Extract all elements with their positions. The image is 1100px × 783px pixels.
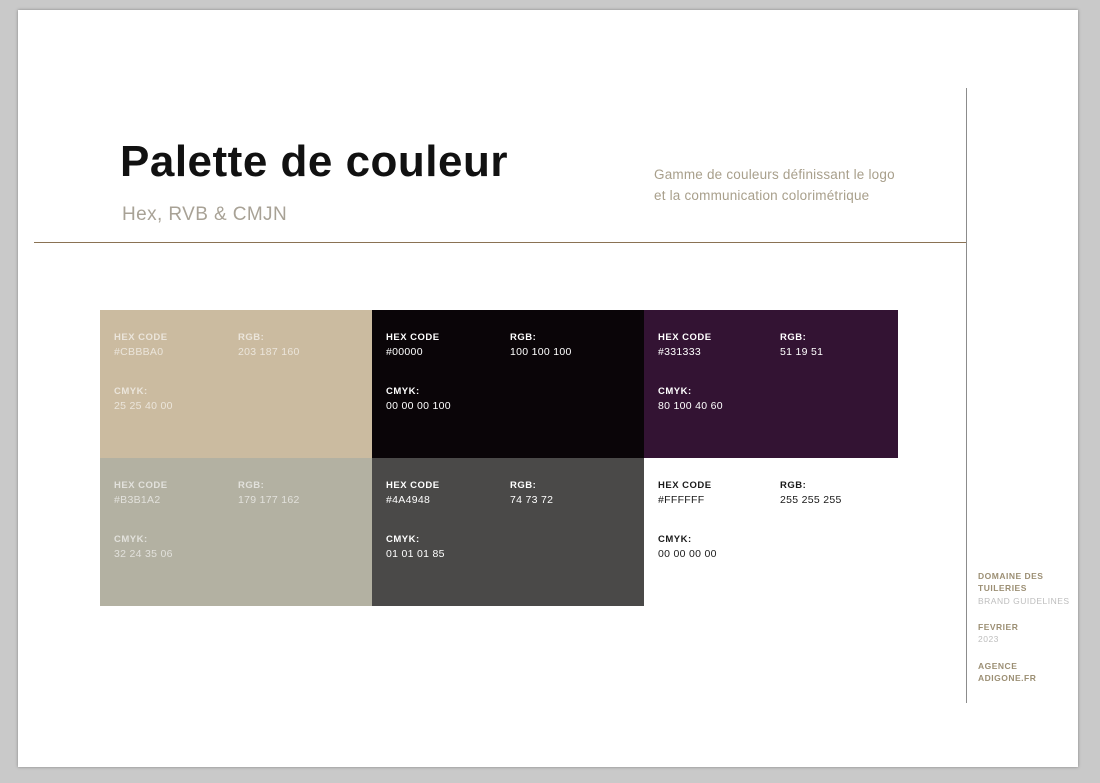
rgb-label: RGB: xyxy=(779,332,807,343)
cmyk-label: CMYK: xyxy=(114,533,148,545)
swatch-cbbba0 xyxy=(100,310,372,458)
hex-label: HEX CODE xyxy=(114,332,168,343)
rgb-value: 100 100 100 xyxy=(510,345,572,358)
doc-type: BRAND GUIDELINES xyxy=(978,595,1070,606)
rgb-label: RGB: xyxy=(510,480,537,491)
cmyk-value: 80 100 40 60 xyxy=(658,399,723,412)
cmyk-value: 25 25 40 00 xyxy=(114,399,173,412)
rgb-value: 74 73 72 xyxy=(510,493,554,506)
cmyk-value: 00 00 00 100 xyxy=(386,399,451,412)
hex-label: HEX CODE xyxy=(658,480,712,491)
doc-month: FEVRIER xyxy=(978,621,1019,632)
horizontal-divider xyxy=(34,242,966,243)
cmyk-label: CMYK: xyxy=(658,533,692,545)
meta-agency xyxy=(978,660,1074,685)
hex-value: #B3B1A2 xyxy=(114,493,161,506)
cmyk-label: CMYK: xyxy=(658,385,692,397)
swatch-4a4948 xyxy=(372,458,644,606)
tagline-line-2: et la communication colorimétrique xyxy=(654,187,870,203)
cmyk-value: 01 01 01 85 xyxy=(386,547,445,560)
hex-label: HEX CODE xyxy=(386,332,440,343)
meta-client xyxy=(978,570,1074,607)
cmyk-label: CMYK: xyxy=(114,385,148,397)
agency-name: AGENCE ADIGONE.FR xyxy=(978,660,1037,683)
document-page xyxy=(18,10,1078,767)
rgb-value: 51 19 51 xyxy=(779,345,824,358)
rgb-value: 179 177 162 xyxy=(238,493,300,506)
rgb-label: RGB: xyxy=(238,480,265,491)
meta-date xyxy=(978,621,1074,646)
page-subtitle: Hex, RVB & CMJN xyxy=(122,204,288,225)
page-tagline xyxy=(654,165,895,207)
hex-value: #00000 xyxy=(386,345,423,358)
rgb-label: RGB: xyxy=(238,332,265,343)
hex-value: #331333 xyxy=(658,345,701,358)
tagline-line-1: Gamme de couleurs définissant le logo xyxy=(654,167,895,182)
hex-value: #FFFFFF xyxy=(658,493,705,506)
cmyk-label: CMYK: xyxy=(386,385,420,397)
rgb-value: 255 255 255 xyxy=(779,493,842,506)
swatch-331333 xyxy=(644,310,898,458)
page-header xyxy=(18,10,1078,250)
hex-value: #4A4948 xyxy=(386,493,431,506)
color-swatch-grid xyxy=(100,310,898,606)
page-title: Palette de couleur xyxy=(120,137,509,186)
hex-value: #CBBBA0 xyxy=(114,345,164,358)
swatch-000000 xyxy=(372,310,644,458)
vertical-divider xyxy=(966,88,967,703)
hex-label: HEX CODE xyxy=(658,332,712,343)
cmyk-value: 00 00 00 00 xyxy=(658,547,717,560)
hex-label: HEX CODE xyxy=(386,480,440,491)
rgb-label: RGB: xyxy=(510,332,537,343)
cmyk-value: 32 24 35 06 xyxy=(114,547,173,560)
hex-label: HEX CODE xyxy=(114,480,168,491)
swatch-ffffff xyxy=(644,458,898,606)
rgb-value: 203 187 160 xyxy=(238,345,300,358)
rgb-label: RGB: xyxy=(779,480,807,491)
cmyk-label: CMYK: xyxy=(386,533,420,545)
doc-year: 2023 xyxy=(978,634,999,645)
client-line-2: TUILERIES xyxy=(978,583,1027,594)
swatch-b3b1a2 xyxy=(100,458,372,606)
client-line-1: DOMAINE DES xyxy=(978,571,1044,581)
document-meta xyxy=(978,570,1074,698)
